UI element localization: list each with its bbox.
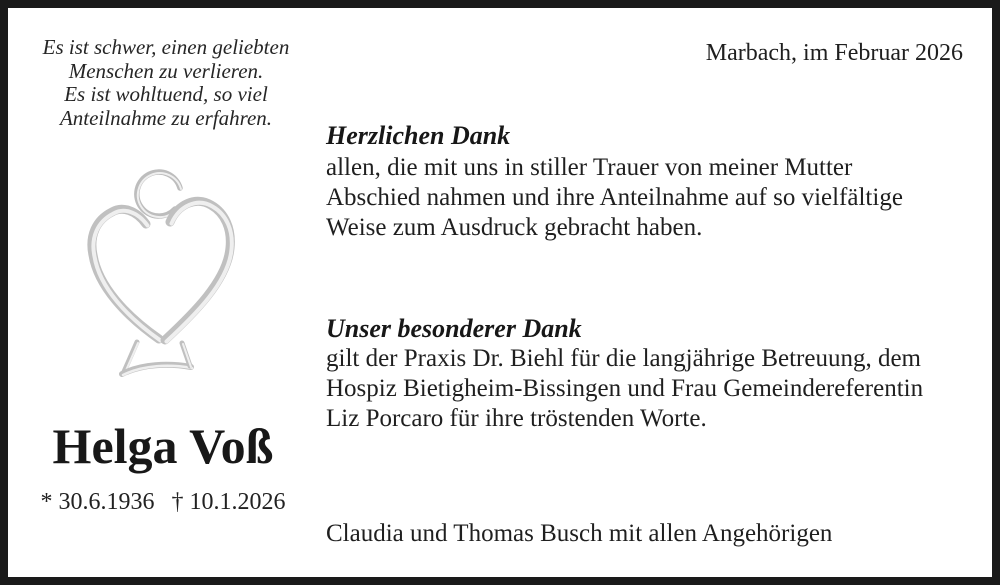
special-thanks-heading: Unser besonderer Dank (326, 314, 582, 343)
thanks-heading: Herzlichen Dank (326, 121, 511, 150)
special-thanks-text-line: Liz Porcaro für ihre tröstenden Worte. (326, 405, 707, 432)
verse-line: Anteilnahme zu erfahren. (59, 105, 273, 130)
thanks-text-line: allen, die mit uns in stiller Trauer von meiner Mutter (326, 154, 853, 181)
verse-line: Es ist schwer, einen geliebten (42, 35, 290, 59)
special-thanks-text-line: Hospiz Bietigheim-Bissingen und Frau Gemeindereferentin (326, 375, 924, 402)
verse-line: Es ist wohltuend, so viel (64, 82, 268, 106)
special-thanks-section (326, 314, 966, 434)
birth-date: * 30.6.1936 (40, 489, 155, 515)
life-dates (33, 488, 293, 516)
deceased-name: Helga Voß (52, 418, 274, 474)
guardian-angel-icon (80, 162, 250, 397)
thanks-text-line: Abschied nahmen und ihre Anteilnahme auf so vielfältige (326, 184, 903, 211)
thanks-text-line: Weise zum Ausdruck gebracht haben. (326, 214, 703, 241)
death-date: † 10.1.2026 (171, 489, 286, 515)
thanks-section (326, 121, 966, 243)
memorial-verse (33, 36, 299, 130)
verse-line: Menschen zu verlieren. (68, 58, 264, 83)
special-thanks-text-line: gilt der Praxis Dr. Biehl für die langjährige Betreuung, dem (326, 345, 921, 372)
place-dateline: Marbach, im Februar 2026 (705, 40, 963, 66)
closing-family-line: Claudia und Thomas Busch mit allen Angehörigen (326, 520, 833, 547)
